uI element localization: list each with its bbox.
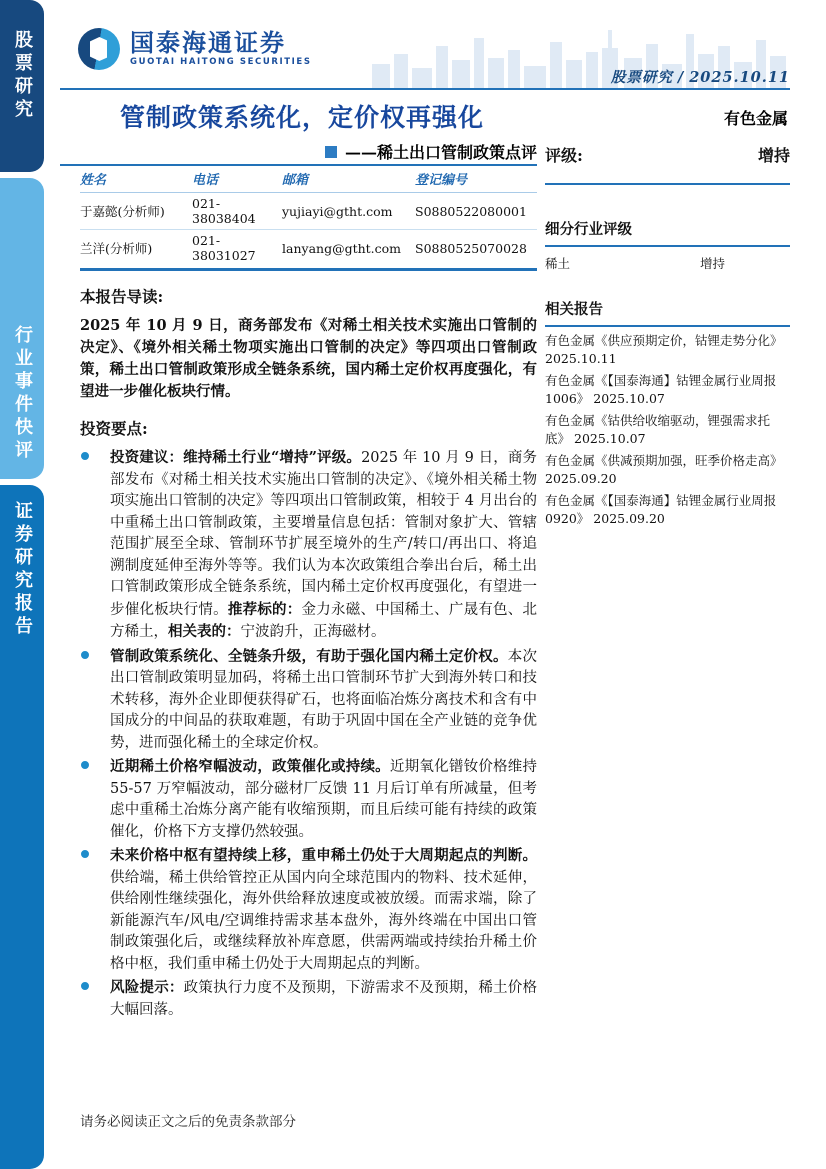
analyst-email[interactable]: lanyang@gtht.com [282, 240, 402, 256]
key-point-text: 管制政策系统化、全链条升级，有助于强化国内稀土定价权。本次出口管制政策明显加码，将稀土出口管制环节扩大到海外转口和技术转移，海外企业即便获得矿石，也将面临冶炼分离技术和含有中国成分的中间品的获取难题，有助于巩固中国在全产业链的竞争优势，进而强化稀土的全球定价权。 [110, 647, 537, 751]
footer-disclaimer: 请务必阅读正文之后的免责条款部分 [80, 1114, 296, 1130]
col-header-license: 登记编号 [415, 168, 537, 193]
header-separator: / [677, 69, 685, 86]
subtitle-text: ——稀土出口管制政策点评 [344, 143, 537, 162]
company-logo-text [130, 28, 312, 68]
col-header-phone: 电话 [192, 168, 282, 193]
list-item [80, 845, 537, 975]
analyst-table-wrap [80, 168, 537, 271]
related-reports-heading: 相关报告 [545, 298, 790, 327]
bullet-ring-icon [81, 651, 89, 659]
sub-rating-row [545, 247, 790, 272]
list-item [80, 646, 537, 755]
rating-label: 评级: [545, 146, 583, 165]
key-points-heading: 投资要点: [80, 419, 148, 438]
analyst-header-row [80, 168, 537, 193]
analyst-name: 兰洋(分析师) [80, 241, 153, 256]
analyst-license: S0880525070028 [415, 240, 527, 256]
header-category: 股票研究 [610, 69, 673, 86]
list-item [80, 977, 537, 1021]
sub-rating-value: 增持 [700, 256, 726, 271]
sub-rating-name: 稀土 [545, 256, 571, 271]
key-point-text: 风险提示：政策执行力度不及预期，下游需求不及预期，稀土价格大幅回落。 [110, 979, 538, 1018]
list-item[interactable]: 有色金属《钴供给收缩驱动，锂强需求托底》 2025.10.07 [545, 413, 771, 446]
company-name-cn: 国泰海通证券 [130, 28, 286, 57]
sidebar-segment-industry-event [0, 178, 44, 479]
col-header-email: 邮箱 [282, 168, 415, 193]
bullet-ring-icon [81, 850, 89, 858]
analyst-email[interactable]: yujiayi@gtht.com [282, 193, 415, 230]
list-item[interactable]: 有色金属《【国泰海通】钴锂金属行业周报0920》 2025.09.20 [545, 493, 777, 526]
analyst-phone: 021-38031027 [192, 233, 256, 263]
list-item[interactable]: 有色金属《供应预期定价，钴锂走势分化》 2025.10.11 [545, 333, 783, 366]
company-name-en: GUOTAI HAITONG SECURITIES [130, 57, 312, 68]
sub-rating-heading: 细分行业评级 [545, 218, 790, 247]
analyst-license: S0880522080001 [415, 193, 537, 230]
list-item[interactable]: 有色金属《供减预期加强，旺季价格走高》 2025.09.20 [545, 453, 783, 486]
industry-label: 有色金属 [723, 109, 788, 128]
header-meta [611, 66, 790, 87]
analyst-name: 于嘉懿(分析师) [80, 193, 192, 230]
analyst-table [80, 168, 537, 266]
rating-row [545, 143, 790, 166]
report-guide-body: 2025 年 10 月 9 日，商务部发布《对稀土相关技术实施出口管制的决定》、《境外相关稀土物项实施出口管制的决定》等四项出口管制政策，稀土出口管制政策形成全链条系统，国内稀土定价权再度强化，有望进一步催化板块行情。 [80, 317, 537, 400]
list-item [80, 756, 537, 843]
bullet-ring-icon [81, 982, 89, 990]
rating-divider [545, 183, 790, 185]
report-subtitle [60, 140, 537, 163]
key-point-text: 未来价格中枢有望持续上移，重申稀土仍处于大周期起点的判断。供给端，稀土供给管控正从国内向全球范围内的物料、技术延伸，供给刚性继续强化，海外供给释放速度或被放缓。而需求端，除了新能源汽车/风电/空调维持需求基本盘外，海外终端在中国出口管制政策强化后，或继续释放补库意愿，供需两端或持续抬升稀土价格中枢，我们重申稀土仍处于大周期起点的判断。 [110, 847, 537, 972]
company-logo [78, 28, 312, 70]
sidebar-label-industry-event: 行业事件快评 [12, 325, 33, 463]
sidebar-label-stock-research: 股票研究 [12, 30, 33, 122]
sidebar-label-securities-report: 证券研究报告 [12, 501, 33, 639]
subtitle-divider [60, 164, 537, 166]
header-date: 2025.10.11 [689, 69, 790, 86]
sidebar-segment-stock-research [0, 0, 44, 172]
page-title: 管制政策系统化，定价权再强化 [120, 103, 485, 132]
subtitle-square-icon [325, 146, 337, 158]
related-reports-list [545, 332, 790, 527]
list-item[interactable]: 有色金属《【国泰海通】钴锂金属行业周报1006》 2025.10.07 [545, 373, 777, 406]
table-row [80, 230, 537, 267]
analyst-phone: 021-38038404 [192, 193, 282, 230]
report-guide-heading: 本报告导读: [80, 287, 164, 306]
key-point-text: 投资建议：维持稀土行业“增持”评级。2025 年 10 月 9 日，商务部发布《对稀土相关技术实施出口管制的决定》、《境外相关稀土物项实施出口管制的决定》等四项出口管制政策，相较于 4 月出台的中重稀土出口管制政策，主要增量信息包括：管制对象扩大、管辖范围扩展至全球、管制环节扩展至境外的生产/转口/再出口、将追溯制度延伸至海外等等。我们认为本次政策组合拳出台后，稀土出口管制政策形成全链条系统，国内稀土定价权再度强化，有望进一步催化板块行情。推荐标的：金力永磁、中国稀土、广晟有色、北方稀土，相关表的：宁波韵升，正海磁材。 [110, 449, 538, 640]
side-info-column [545, 218, 790, 527]
main-column [80, 168, 537, 1023]
sidebar-segment-securities-report [0, 485, 44, 1169]
key-points-list [80, 447, 537, 1021]
key-point-text: 近期稀土价格窄幅波动，政策催化或持续。近期氧化镨钕价格维持 55-57 万窄幅波动，部分磁材厂反馈 11 月后订单有所减量，但考虑中重稀土冶炼分离产能有收缩预期，而且后续可能有持续的政策催化，价格下方支撑仍然较强。 [110, 758, 538, 840]
company-logo-icon [78, 28, 120, 70]
rating-value: 增持 [757, 146, 790, 165]
col-header-name: 姓名 [80, 168, 192, 193]
related-reports-section [545, 298, 790, 527]
header-divider [60, 88, 790, 90]
table-row [80, 193, 537, 230]
list-item [80, 447, 537, 644]
bullet-ring-icon [81, 761, 89, 769]
bullet-ring-icon [81, 452, 89, 460]
